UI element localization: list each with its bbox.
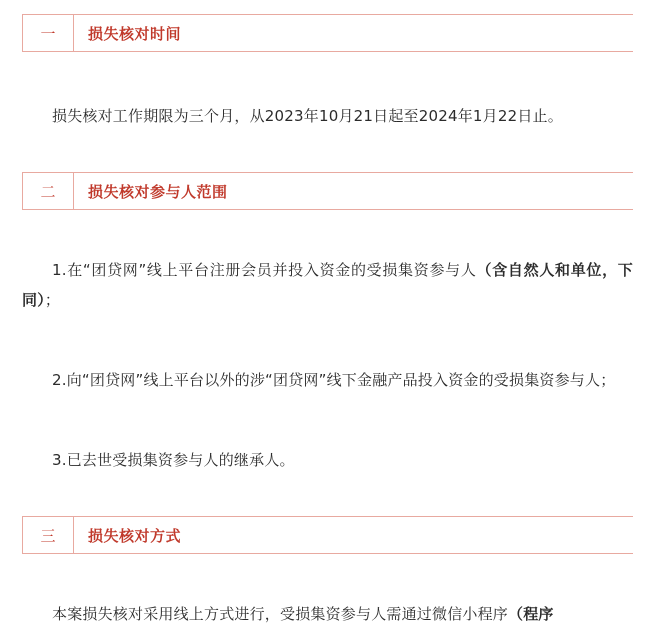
spacer-2-2 — [22, 410, 633, 430]
paragraph-2-1-part-1: 1.在“团贷网”线上平台注册会员并投入资金的受损集资参与人 — [52, 261, 477, 279]
paragraph-2-2 — [22, 365, 633, 395]
paragraph-2-2-text: 2.向“团贷网”线上平台以外的涉“团贷网”线下金融产品投入资金的受损集资参与人； — [52, 371, 616, 389]
section-number-3: 三 — [22, 517, 74, 553]
section-heading-3 — [22, 516, 633, 554]
section-number-2: 二 — [22, 173, 74, 209]
section-number-1: 一 — [22, 15, 74, 51]
section-title-2: 损失核对参与人范围 — [88, 182, 228, 201]
spacer-before-heading-3 — [22, 490, 633, 516]
spacer-2-1 — [22, 330, 633, 350]
paragraph-2-1-part-2: （含自然人和单位，下同） — [22, 261, 633, 309]
section-heading-1 — [22, 14, 633, 52]
section-title-1: 损失核对时间 — [88, 24, 182, 43]
paragraph-2-3 — [22, 445, 633, 475]
spacer-after-heading-2 — [22, 210, 633, 240]
spacer-before-heading-2 — [22, 146, 633, 172]
paragraph-1-1-text: 损失核对工作期限为三个月，从2023年10月21日起至2024年1月22日止。 — [52, 107, 563, 125]
paragraph-2-1 — [22, 255, 633, 315]
section-heading-2 — [22, 172, 633, 210]
spacer-after-heading-3 — [22, 554, 633, 584]
paragraph-1-1 — [22, 101, 633, 131]
paragraph-2-1-part-3: ； — [44, 291, 61, 309]
spacer-after-heading-1 — [22, 52, 633, 86]
top-spacer — [22, 0, 633, 14]
paragraph-3-1 — [22, 599, 633, 629]
paragraph-2-3-text: 3.已去世受损集资参与人的继承人。 — [52, 451, 295, 469]
paragraph-3-1-part-2: （程序 — [508, 605, 554, 623]
section-title-3: 损失核对方式 — [88, 526, 182, 545]
paragraph-3-1-part-1: 本案损失核对采用线上方式进行，受损集资参与人需通过微信小程序 — [52, 605, 509, 623]
